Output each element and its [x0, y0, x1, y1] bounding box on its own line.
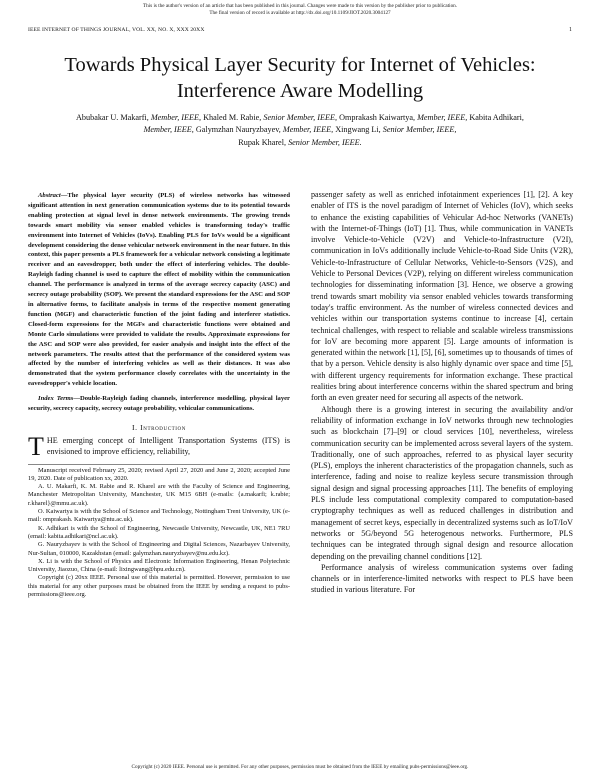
copyright-footer: Copyright (c) 2020 IEEE. Personal use is permitted. For any other purposes, permission must be obtained from the IEEE by emailing pubs-permissions@ieee.org. [131, 764, 469, 770]
publisher-notice-line1: This is the author's version of an article that has been published in this journal. Changes were made to this version by the publisher prior to publication. [142, 3, 458, 9]
author-4: Kabita Adhikari, Member, IEEE, [143, 113, 524, 135]
abstract: Abstract—The physical layer security (PLS) of wireless networks has witnessed significant attention in next generation communication systems due to its potential towards enabling protection at signal level in dense network environments. The growing trends towards smart mobility via sensor enabled vehicles is transforming today's traffic environment into Internet of Vehicles (IoVs). Enabling PLS for IoVs would be a significant development considering the dense vehicular network environment in the near future. In this context, this paper presents a PLS framework for a vehicular network consisting a legitimate receiver and an eavesdropper, both under the effect of interfering vehicles. The double-Rayleigh fading channel is used to capture the effect of mobility within the communication channel. The performance is analyzed in terms of the average secrecy capacity (ASC) and secrecy outage probability (SOP). We present the standard expressions for the ASC and SOP in alternative forms, to facilitate analysis in terms of the respective moment generating function (MGF) and characteristic function of the joint fading and interferer statistics. Closed-form expressions for the MGFs and characteristic functions were obtained and Monte Carlo simulations were provided to validate the results. Approximate expressions for the ASC and SOP were also provided, for easier analysis and insight into the effect of the network parameters. The results attest that the performance of the considered system was affected by the number of interfering vehicles as well as their distances. It was also demonstrated that the system performance closely correlates with the uncertainty in the eavesdropper's vehicle location. [28, 192, 290, 388]
author-list [70, 112, 530, 149]
notice-prefix: The final version of record is available at [209, 10, 295, 16]
footnote-copyright: Copyright (c) 20xx IEEE. Personal use of this material is permitted. However, permission to use this material for any other purposes must be obtained from the IEEE by sending a request to pubs-permissions@ieee.org. [28, 574, 290, 598]
journal-name: IEEE INTERNET OF THINGS JOURNAL, VOL. XX, NO. X, XXX 20XX [28, 27, 205, 33]
author-7: Rupak Kharel, Senior Member, IEEE. [238, 137, 362, 147]
index-terms: Index Terms—Double-Rayleigh fading channels, interference modelling, physical layer security, secrecy capacity, secrecy outage probability, vehicular communications. [28, 395, 290, 413]
running-header [28, 27, 560, 33]
right-column [311, 189, 573, 596]
body-paragraph-1: passenger safety as well as enriched infotainment experiences [1], [2]. A key enabler of ITS is the novel paradigm of Internet of Vehicles (IoV), which seeks to enhance the existing capabilities of Vehicular Ad-hoc Networks (VANETs) with the Internet-of-Things (IoT) [1]. Thus, while communication in VANETs involve Vehicle-to-Vehicle (V2V) and Vehicle-to-Infrastructure (V2I), communication in IoVs additionally include Vehicle-to-Road Side Units (V2R), Vehicle-to-Infrastructure of Cellular Networks, Vehicle-to-Sensors (V2S), and Vehicle to Personal Devices (V2P), relying on different wireless communication technologies for disseminating information [3]. Hence, we observe a growing trend towards smart mobility via sensor enabled vehicles towards transforming today's traffic environment. As the number of wireless connected devices and vehicles within our transportation systems continue to increase [4], certain technical challenges, with respect to reliable and scalable wireless transmissions for IoV are becoming more apparent [5]. Large amounts of information is generated within the network [1], [5], [6], sometimes up to thousands of times of that by a person. Vehicle density is also highly dynamic over space and time [5], with different urgency requirements for information exchange. These practical realities bring about interference concerns within the shared spectrum and bring forth an even greater need for securing all aspects of the network. [311, 190, 573, 403]
page-number: 1 [569, 27, 572, 33]
footnote-affiliation-newcastle: K. Adhikari is with the School of Engineering, Newcastle University, Newcastle, UK, NE1 7RU (email: kabita.adhikari@ncl.ac.uk). [28, 524, 290, 540]
section-heading-introduction: I. Introduction [132, 422, 186, 432]
footnotes [28, 464, 290, 600]
author-3: Omprakash Kaiwartya, Member, IEEE, [339, 113, 468, 122]
paper-title: Towards Physical Layer Security for Internet of Vehicles: Interference Aware Modelling [64, 54, 536, 102]
author-2: Khaled M. Rabie, Senior Member, IEEE, [203, 113, 338, 122]
doi-link[interactable]: http://dx.doi.org/10.1109/JIOT.2020.3004127 [296, 10, 391, 16]
author-1: Abubakar U. Makarfi, Member, IEEE, [76, 113, 202, 122]
footnote-affiliation-ntu: O. Kaiwartya is with the School of Science and Technology, Nottingham Trent University, UK (e-mail: omprakash. Kaiwartya@ntu.ac.uk). [28, 508, 290, 524]
footnote-manuscript: Manuscript received February 25, 2020; revised April 27, 2020 and June 2, 2020; accepted June 19, 2020. Date of publication xx, 2020. [28, 466, 290, 482]
body-paragraph-3: Performance analysis of wireless communication systems over fading channels or in interference-limited networks with respect to PLS have been studied in various literature. For [311, 562, 573, 595]
author-6: Xingwang Li, Senior Member, IEEE, [335, 125, 457, 135]
footnote-affiliation-nazarbayev: G. Nauryzbayev is with the School of Engineering and Digital Sciences, Nazarbayev University, Nur-Sultan, 010000, Kazakhstan (email: galymzhan.nauryzbayev@nu.edu.kz). [28, 541, 290, 557]
left-column [28, 191, 290, 599]
intro-paragraph: THE emerging concept of Intelligent Transportation Systems (ITS) is envisioned to improve efficiency, reliability, [28, 431, 290, 461]
publisher-notice-line2 [0, 10, 600, 17]
author-5: Galymzhan Nauryzbayev, Member, IEEE, [195, 125, 334, 135]
footnote-affiliation-mmu: A. U. Makarfi, K. M. Rabie and R. Kharel are with the Faculty of Science and Engineering, Manchester Metropolitan University, Manchester, UK M15 6BH (e-mails: {a.makarfi; k.rabie; r.kharel}@mmu.ac.uk). [28, 483, 290, 507]
footnote-affiliation-henan: X. Li is with the School of Physics and Electronic Information Engineering, Henan Polytechnic University, Jiaozuo, China (e-mail: lixingwang@hpu.edu.cn). [28, 557, 290, 574]
body-paragraph-2: Although there is a growing interest in securing the availability and/or reliability of information exchange in IoV networks through new technologies such as blockchain [7]–[9] or cloud services [10], nevertheless, wireless communication security can be implemented across several layers of the system. Traditionally, one of such approaches, referred to as physical layer security (PLS), employs the inherent characteristics of the propagation channels, such as interference, fading and noise to realize keyless secure transmission through signal design and signal processing approaches [11]. The benefits of employing PLS include less computational complexity compared to computation-based cryptography techniques as well as reduced challenges in distribution and management of secret keys, especially in decentralized systems such as IoT/IoV networks or 5G/beyond 5G heterogenous networks. Furthermore, PLS techniques can be integrated through signal design and resource allocation depending on the prevailing channel conditions [12]. [311, 404, 573, 561]
drop-cap: T [28, 431, 44, 461]
